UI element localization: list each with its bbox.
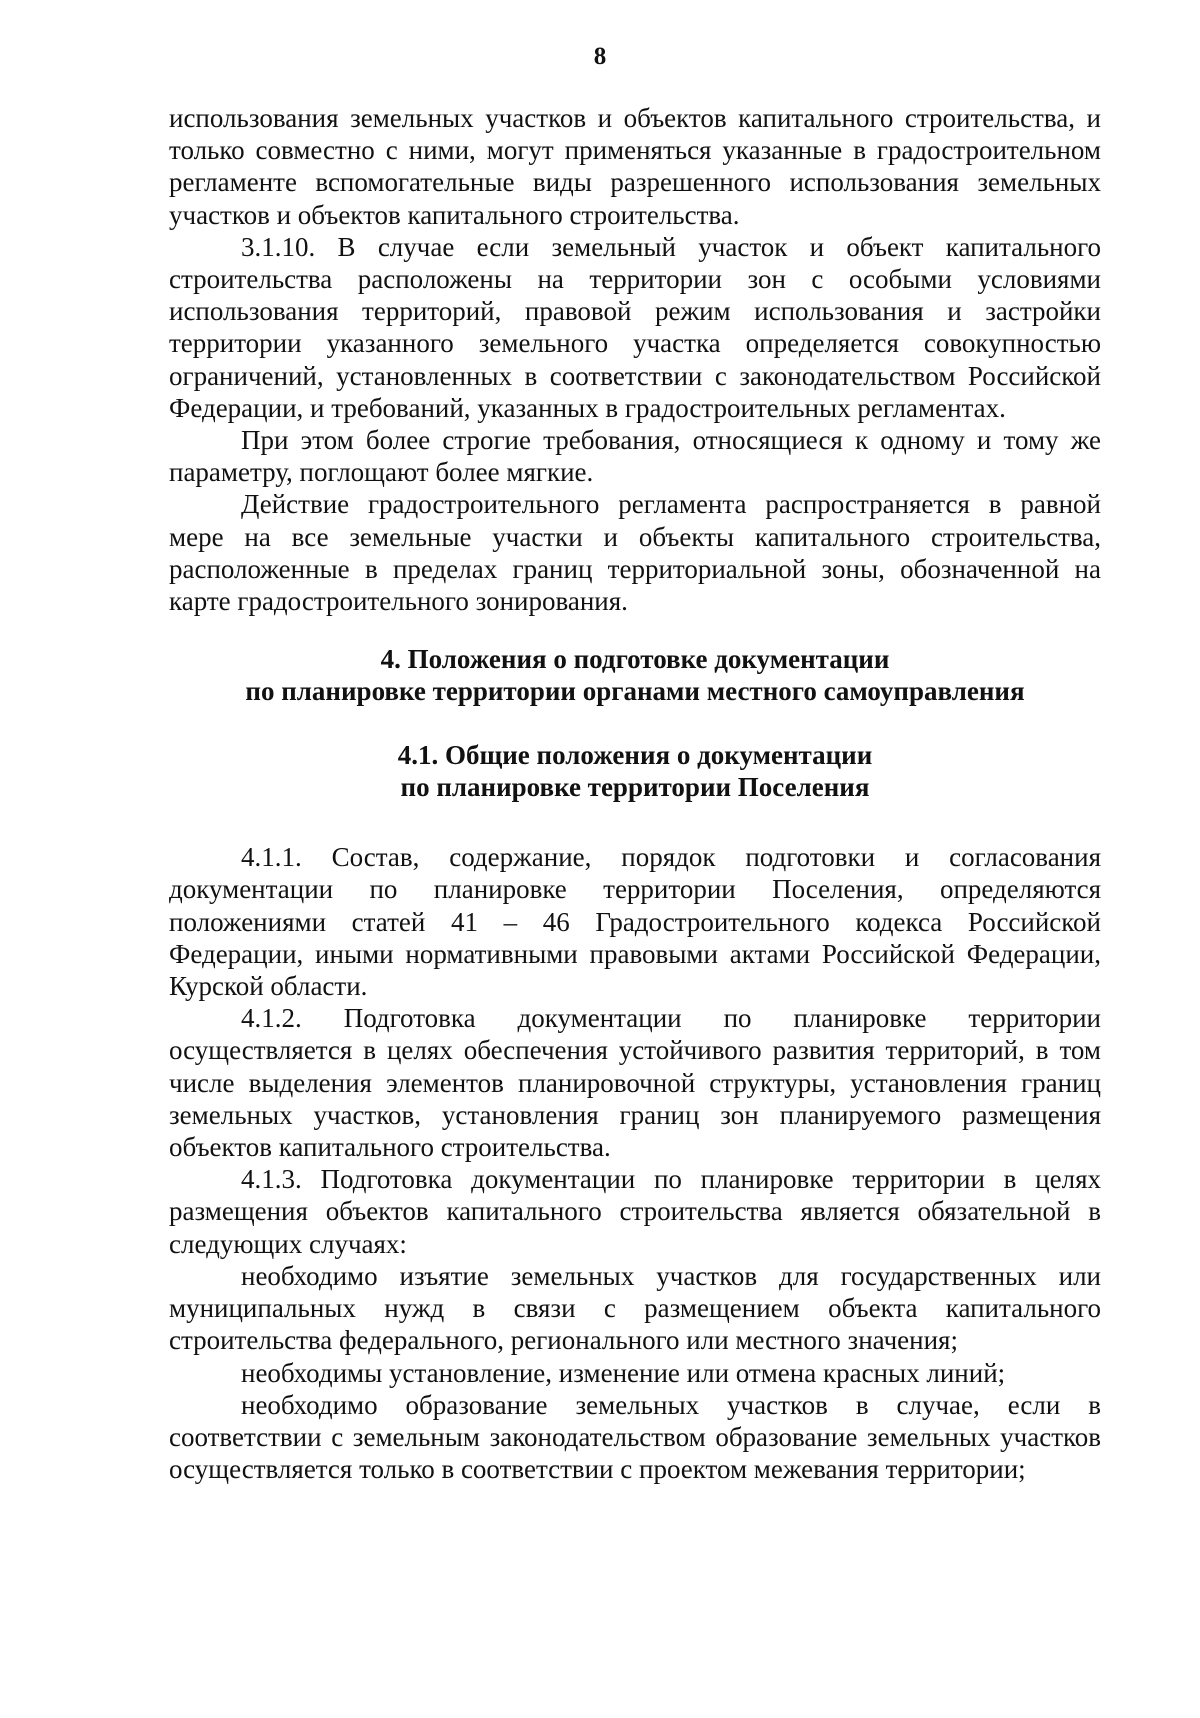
paragraph-strict-requirements: При этом более строгие требования, относящиеся к одному и тому же параметру, поглощают более мягкие. xyxy=(169,425,1101,488)
subsection-heading-line-2: по планировке территории Поселения xyxy=(400,772,870,803)
paragraph-4-1-2: 4.1.2. Подготовка документации по планировке территории осуществляется в целях обеспечения устойчивого развития территорий, в том числе выделения элементов планировочной структуры, установления границ земельных участков, установления границ зон планируемого размещения объектов капитального строительства. xyxy=(169,1003,1101,1163)
list-item-red-lines: необходимы установление, изменение или отмена красных линий; xyxy=(241,1357,1006,1388)
page-number: 8 xyxy=(593,43,607,70)
paragraph-4-1-1: 4.1.1. Состав, содержание, порядок подготовки и согласования документации по планировке территории Поселения, определяются положениями статей 41 – 46 Градостроительного кодекса Российской Федерации, иными нормативными правовыми актами Российской Федерации, Курской области. xyxy=(169,842,1101,1002)
subsection-heading-4-1 xyxy=(169,739,1101,803)
paragraph-regulation-scope: Действие градостроительного регламента распространяется в равной мере на все земельные участки и объекты капитального строительства, расположенные в пределах границ территориальной зоны, обозначенной на карте градостроительного зонирования. xyxy=(169,489,1101,617)
list-item-land-formation: необходимо образование земельных участков в случае, если в соответствии с земельным законодательством образование земельных участков осуществляется только в соответствии с проектом межевания территории; xyxy=(169,1389,1101,1485)
document-body xyxy=(169,102,1101,1485)
subsection-heading-line-1: 4.1. Общие положения о документации xyxy=(397,740,873,771)
section-heading-line-1: 4. Положения о подготовке документации xyxy=(380,644,890,675)
paragraph-3-1-10: 3.1.10. В случае если земельный участок и объект капитального строительства расположены на территории зон с особыми условиями использования территорий, правовой режим использования и застройки территории указанного земельного участка определяется совокупностью ограничений, установленных в соответствии с законодательством Российской Федерации, и требований, указанных в градостроительных регламентах. xyxy=(169,231,1101,423)
section-heading-line-2: по планировке территории органами местного самоуправления xyxy=(245,676,1025,707)
paragraph-continuation: использования земельных участков и объектов капитального строительства, и только совместно с ними, могут применяться указанные в градостроительном регламенте вспомогательные виды разрешенного использования земельных участков и объектов капитального строительства. xyxy=(169,103,1101,230)
paragraph-4-1-3: 4.1.3. Подготовка документации по планировке территории в целях размещения объектов капитального строительства является обязательной в следующих случаях: xyxy=(169,1164,1101,1259)
section-heading-4 xyxy=(169,643,1101,707)
list-item-land-seizure: необходимо изъятие земельных участков для государственных или муниципальных нужд в связи с размещением объекта капитального строительства федерального, регионального или местного значения; xyxy=(169,1260,1101,1356)
